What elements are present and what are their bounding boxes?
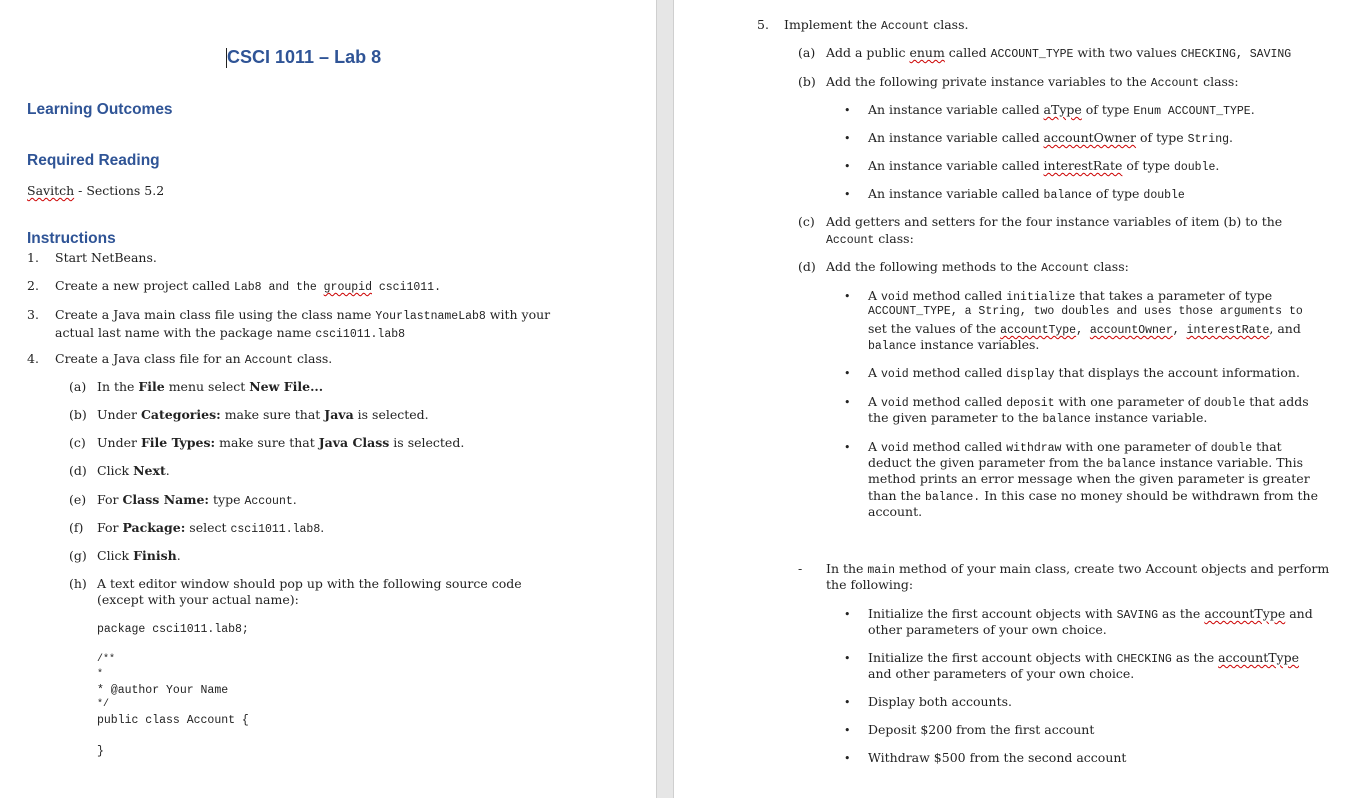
item-text: that <box>1252 439 1282 454</box>
step-3-pre: Create a Java main class file using the class name <box>55 307 376 322</box>
bullet-icon: • <box>844 367 851 380</box>
step-3-classname: YourlastnameLab8 <box>375 310 486 323</box>
item-code: balance <box>1043 189 1092 202</box>
item-text: instance variable. <box>1090 410 1208 425</box>
step-2-code: Lab8 and the <box>233 281 324 294</box>
withdraw-line4 <box>868 488 1318 506</box>
reading-author: Savitch <box>27 183 75 198</box>
substep-label: (b) <box>798 74 816 89</box>
item-text: A <box>868 394 882 409</box>
item-code: void <box>881 291 909 304</box>
substep-text: select <box>185 520 231 535</box>
item-code: double <box>1143 189 1185 202</box>
main-item-4: Deposit $200 from the first account <box>868 722 1095 737</box>
step-2-pre: Create a new project called <box>55 278 234 293</box>
substep-b <box>97 407 429 423</box>
substep-text: class: <box>1089 259 1129 274</box>
step-number: 1. <box>27 250 39 265</box>
item-var: accountType <box>1204 606 1286 621</box>
substep-text: Click <box>97 463 134 478</box>
item-text: method called <box>908 394 1007 409</box>
substep-code: csci1011.lab8 <box>230 523 321 536</box>
bullet-icon: • <box>844 724 851 737</box>
substep-label: (a) <box>798 45 816 60</box>
item-code: void <box>881 442 909 455</box>
enum-word: enum <box>909 45 945 60</box>
item-text: . <box>1215 158 1220 173</box>
code-line: } <box>97 745 104 758</box>
b-item <box>868 102 1255 120</box>
substep-d-text <box>826 259 1129 277</box>
item-text: and <box>1285 606 1313 621</box>
reading-line <box>27 183 164 199</box>
item-code: void <box>881 368 909 381</box>
code-line: * @author Your Name <box>97 684 229 697</box>
item-text: of type <box>1122 158 1174 173</box>
item-code: main <box>867 564 896 577</box>
substep-text: is selected. <box>389 435 465 450</box>
item-text: the given parameter to the <box>868 410 1043 425</box>
item-text: A <box>868 439 882 454</box>
item-text: method called <box>908 365 1007 380</box>
substep-text: Add the following methods to the <box>826 259 1042 274</box>
bullet-icon: • <box>844 188 851 201</box>
item-text: An instance variable called <box>868 102 1044 117</box>
step-1-text: Start NetBeans. <box>55 250 157 265</box>
bullet-icon: • <box>844 696 851 709</box>
substep-f <box>97 520 324 538</box>
dash-marker: - <box>798 561 803 576</box>
bullet-icon: • <box>844 160 851 173</box>
substep-text: For <box>97 520 123 535</box>
substep-code: Account <box>1150 77 1200 90</box>
item-text: . <box>1250 102 1255 117</box>
substep-text: Click <box>97 548 134 563</box>
instructions-heading: Instructions <box>27 230 116 247</box>
item-text: than the <box>868 488 925 503</box>
display-line <box>868 365 1300 383</box>
substep-text: . <box>165 463 170 478</box>
substep-text: In the <box>97 379 139 394</box>
substep-text: type <box>209 492 245 507</box>
substep-label: (d) <box>69 463 87 478</box>
main-line2: the following: <box>826 577 914 592</box>
step-2-code2: csci1011. <box>371 281 441 294</box>
item-text: that displays the account information. <box>1054 365 1300 380</box>
item-text: as the <box>1158 606 1205 621</box>
substep-text: . <box>320 520 325 535</box>
page-title: CSCI 1011 – Lab 8 <box>227 47 382 67</box>
item-text: A <box>868 365 882 380</box>
item-text: that takes a parameter of type <box>1075 288 1273 303</box>
code-line: */ <box>97 699 110 710</box>
item-code: balance <box>868 340 917 353</box>
item-text: of type <box>1081 102 1134 117</box>
substep-label: (h) <box>69 576 87 591</box>
substep-bold: Package: <box>122 520 186 535</box>
step-4-code: Account <box>244 354 294 367</box>
item-text: , and <box>1269 321 1301 336</box>
item-text: In the <box>826 561 868 576</box>
substep-text: Under <box>97 407 141 422</box>
withdraw-line3: method prints an error message when the given parameter is greater <box>868 471 1310 486</box>
substep-label: (g) <box>69 548 87 563</box>
step-5-pre: Implement the <box>784 17 881 32</box>
item-text: of type <box>1091 186 1144 201</box>
substep-text: . <box>292 492 297 507</box>
item-text: , <box>1172 324 1187 337</box>
item-text: method called <box>908 439 1007 454</box>
step-3-text <box>55 307 575 343</box>
step-4-pre: Create a Java class file for an <box>55 351 245 366</box>
item-text: , <box>1076 324 1090 337</box>
learning-outcomes-heading: Learning Outcomes <box>27 101 173 118</box>
substep-label: (f) <box>69 520 84 535</box>
item-text: with one parameter of <box>1054 394 1204 409</box>
initialize-line1 <box>868 288 1272 306</box>
initialize-line4 <box>868 337 1039 355</box>
substep-bold: Next <box>133 463 166 478</box>
item-text: instance variable. This <box>1155 455 1304 470</box>
b-item <box>868 186 1185 204</box>
item-code: String <box>1187 133 1230 146</box>
item-code: double <box>1210 442 1253 455</box>
substep-bold: Finish <box>133 548 177 563</box>
bullet-icon: • <box>844 608 851 621</box>
step-5-code: Account <box>880 20 930 33</box>
b-item <box>868 130 1233 148</box>
substep-bold: Categories: <box>140 407 221 422</box>
code-line: package csci1011.lab8; <box>97 623 249 636</box>
step-number: 2. <box>27 278 39 293</box>
b-item <box>868 158 1219 176</box>
substep-text: make sure that <box>220 407 325 422</box>
item-text: deduct the given parameter from the <box>868 455 1108 470</box>
item-text: An instance variable called <box>868 130 1044 145</box>
substep-text: For <box>97 492 123 507</box>
code-line: public class Account { <box>97 714 249 727</box>
item-text: Initialize the first account objects with <box>868 606 1117 621</box>
code-line: * <box>97 669 104 680</box>
substep-a-text <box>826 45 1291 63</box>
substep-text: . <box>176 548 181 563</box>
step-5-text <box>784 17 968 35</box>
substep-code: CHECKING, SAVING <box>1180 48 1292 61</box>
substep-label: (d) <box>798 259 816 274</box>
initialize-line2: ACCOUNT_TYPE, a String, two doubles and uses those arguments to <box>868 305 1303 318</box>
item-text: Initialize the first account objects with <box>868 650 1117 665</box>
substep-text: called <box>944 45 991 60</box>
item-text: as the <box>1171 650 1219 665</box>
step-3-package: csci1011.lab8 <box>315 328 406 341</box>
substep-c-line1: Add getters and setters for the four instance variables of item (b) to the <box>826 214 1283 229</box>
item-var: accountType <box>1000 324 1077 337</box>
substep-e <box>97 492 297 510</box>
bullet-icon: • <box>844 752 851 765</box>
right-page <box>674 0 1350 798</box>
main-item-2-line2: and other parameters of your own choice. <box>868 666 1135 681</box>
substep-text: Under <box>97 435 141 450</box>
main-item-3: Display both accounts. <box>868 694 1012 709</box>
step-number: 4. <box>27 351 39 366</box>
item-var: accountOwner <box>1089 324 1173 337</box>
withdraw-line5: account. <box>868 504 923 519</box>
substep-c-line2 <box>826 231 914 249</box>
substep-bold: File Types: <box>140 435 216 450</box>
item-text: . <box>1229 130 1233 145</box>
substep-bold: Java <box>324 407 354 422</box>
substep-text: is selected. <box>353 407 429 422</box>
item-code: CHECKING <box>1116 653 1172 666</box>
substep-label: (c) <box>798 214 815 229</box>
substep-text: class: <box>874 231 914 246</box>
bullet-icon: • <box>844 290 851 303</box>
item-code: balance. <box>925 491 981 504</box>
item-code: display <box>1006 368 1055 381</box>
substep-a <box>97 379 323 395</box>
item-code: initialize <box>1006 291 1076 304</box>
step-2-groupid: groupid <box>323 281 372 294</box>
deposit-line2 <box>868 410 1207 428</box>
substep-bold: New File... <box>249 379 324 394</box>
substep-text: with two values <box>1073 45 1181 60</box>
item-code: Enum ACCOUNT_TYPE <box>1133 105 1251 118</box>
step-3-mid: with your actual last name with the package name <box>55 307 551 340</box>
substep-g <box>97 548 181 564</box>
substep-label: (c) <box>69 435 86 450</box>
item-text: In this case no money should be withdrawn from the <box>980 488 1318 503</box>
substep-text: class: <box>1199 74 1239 89</box>
item-var: aType <box>1043 102 1082 117</box>
step-5-post: class. <box>929 17 969 32</box>
substep-text: menu select <box>164 379 250 394</box>
bullet-icon: • <box>844 132 851 145</box>
substep-c <box>97 435 464 451</box>
substep-code: Account <box>244 495 293 508</box>
item-text: with one parameter of <box>1061 439 1211 454</box>
bullet-icon: • <box>844 441 851 454</box>
item-text: of type <box>1136 130 1188 145</box>
item-text: A <box>868 288 882 303</box>
code-line: /** <box>97 654 116 665</box>
item-code: double <box>1203 397 1246 410</box>
left-page <box>0 0 656 798</box>
item-text: An instance variable called <box>868 186 1044 201</box>
item-var: accountType <box>1218 650 1300 665</box>
substep-code: ACCOUNT_TYPE <box>990 48 1074 61</box>
item-var: interestRate <box>1186 324 1270 337</box>
item-code: deposit <box>1006 397 1055 410</box>
substep-text: Add a public <box>826 45 910 60</box>
item-text: that adds <box>1245 394 1309 409</box>
item-var: accountOwner <box>1043 130 1137 145</box>
step-number: 3. <box>27 307 39 322</box>
page-gutter <box>656 0 674 798</box>
substep-h: A text editor window should pop up with the following source code (except with your actual name): <box>97 576 522 607</box>
item-text: method called <box>908 288 1007 303</box>
bullet-icon: • <box>844 396 851 409</box>
item-code: void <box>881 397 909 410</box>
item-var: interestRate <box>1043 158 1123 173</box>
item-code: double <box>1173 161 1216 174</box>
item-code: balance <box>1107 458 1156 471</box>
main-item-5: Withdraw $500 from the second account <box>868 750 1127 765</box>
substep-d <box>97 463 170 479</box>
substep-bold: File <box>138 379 165 394</box>
substep-code: Account <box>826 234 875 247</box>
item-text: instance variables. <box>916 337 1040 352</box>
item-code: SAVING <box>1116 609 1159 622</box>
item-text: method of your main class, create two Account objects and perform <box>895 561 1330 576</box>
substep-b-text <box>826 74 1239 92</box>
substep-text: make sure that <box>215 435 319 450</box>
substep-code: Account <box>1041 262 1090 275</box>
substep-bold: Java Class <box>318 435 390 450</box>
step-number: 5. <box>757 17 769 32</box>
substep-label: (b) <box>69 407 87 422</box>
item-text: An instance variable called <box>868 158 1044 173</box>
item-text: set the values of the <box>868 321 1001 336</box>
main-item-1-line2: other parameters of your own choice. <box>868 622 1107 637</box>
bullet-icon: • <box>844 652 851 665</box>
reading-sections: - Sections 5.2 <box>74 183 165 198</box>
substep-label: (e) <box>69 492 87 507</box>
step-4-post: class. <box>293 351 333 366</box>
step-4-text <box>55 351 332 369</box>
step-2-text <box>55 278 441 296</box>
substep-text: Add the following private instance variables to the <box>826 74 1151 89</box>
required-reading-heading: Required Reading <box>27 152 160 169</box>
item-code: balance <box>1042 413 1091 426</box>
substep-label: (a) <box>69 379 87 394</box>
substep-bold: Class Name: <box>122 492 210 507</box>
bullet-icon: • <box>844 104 851 117</box>
item-code: withdraw <box>1006 442 1062 455</box>
